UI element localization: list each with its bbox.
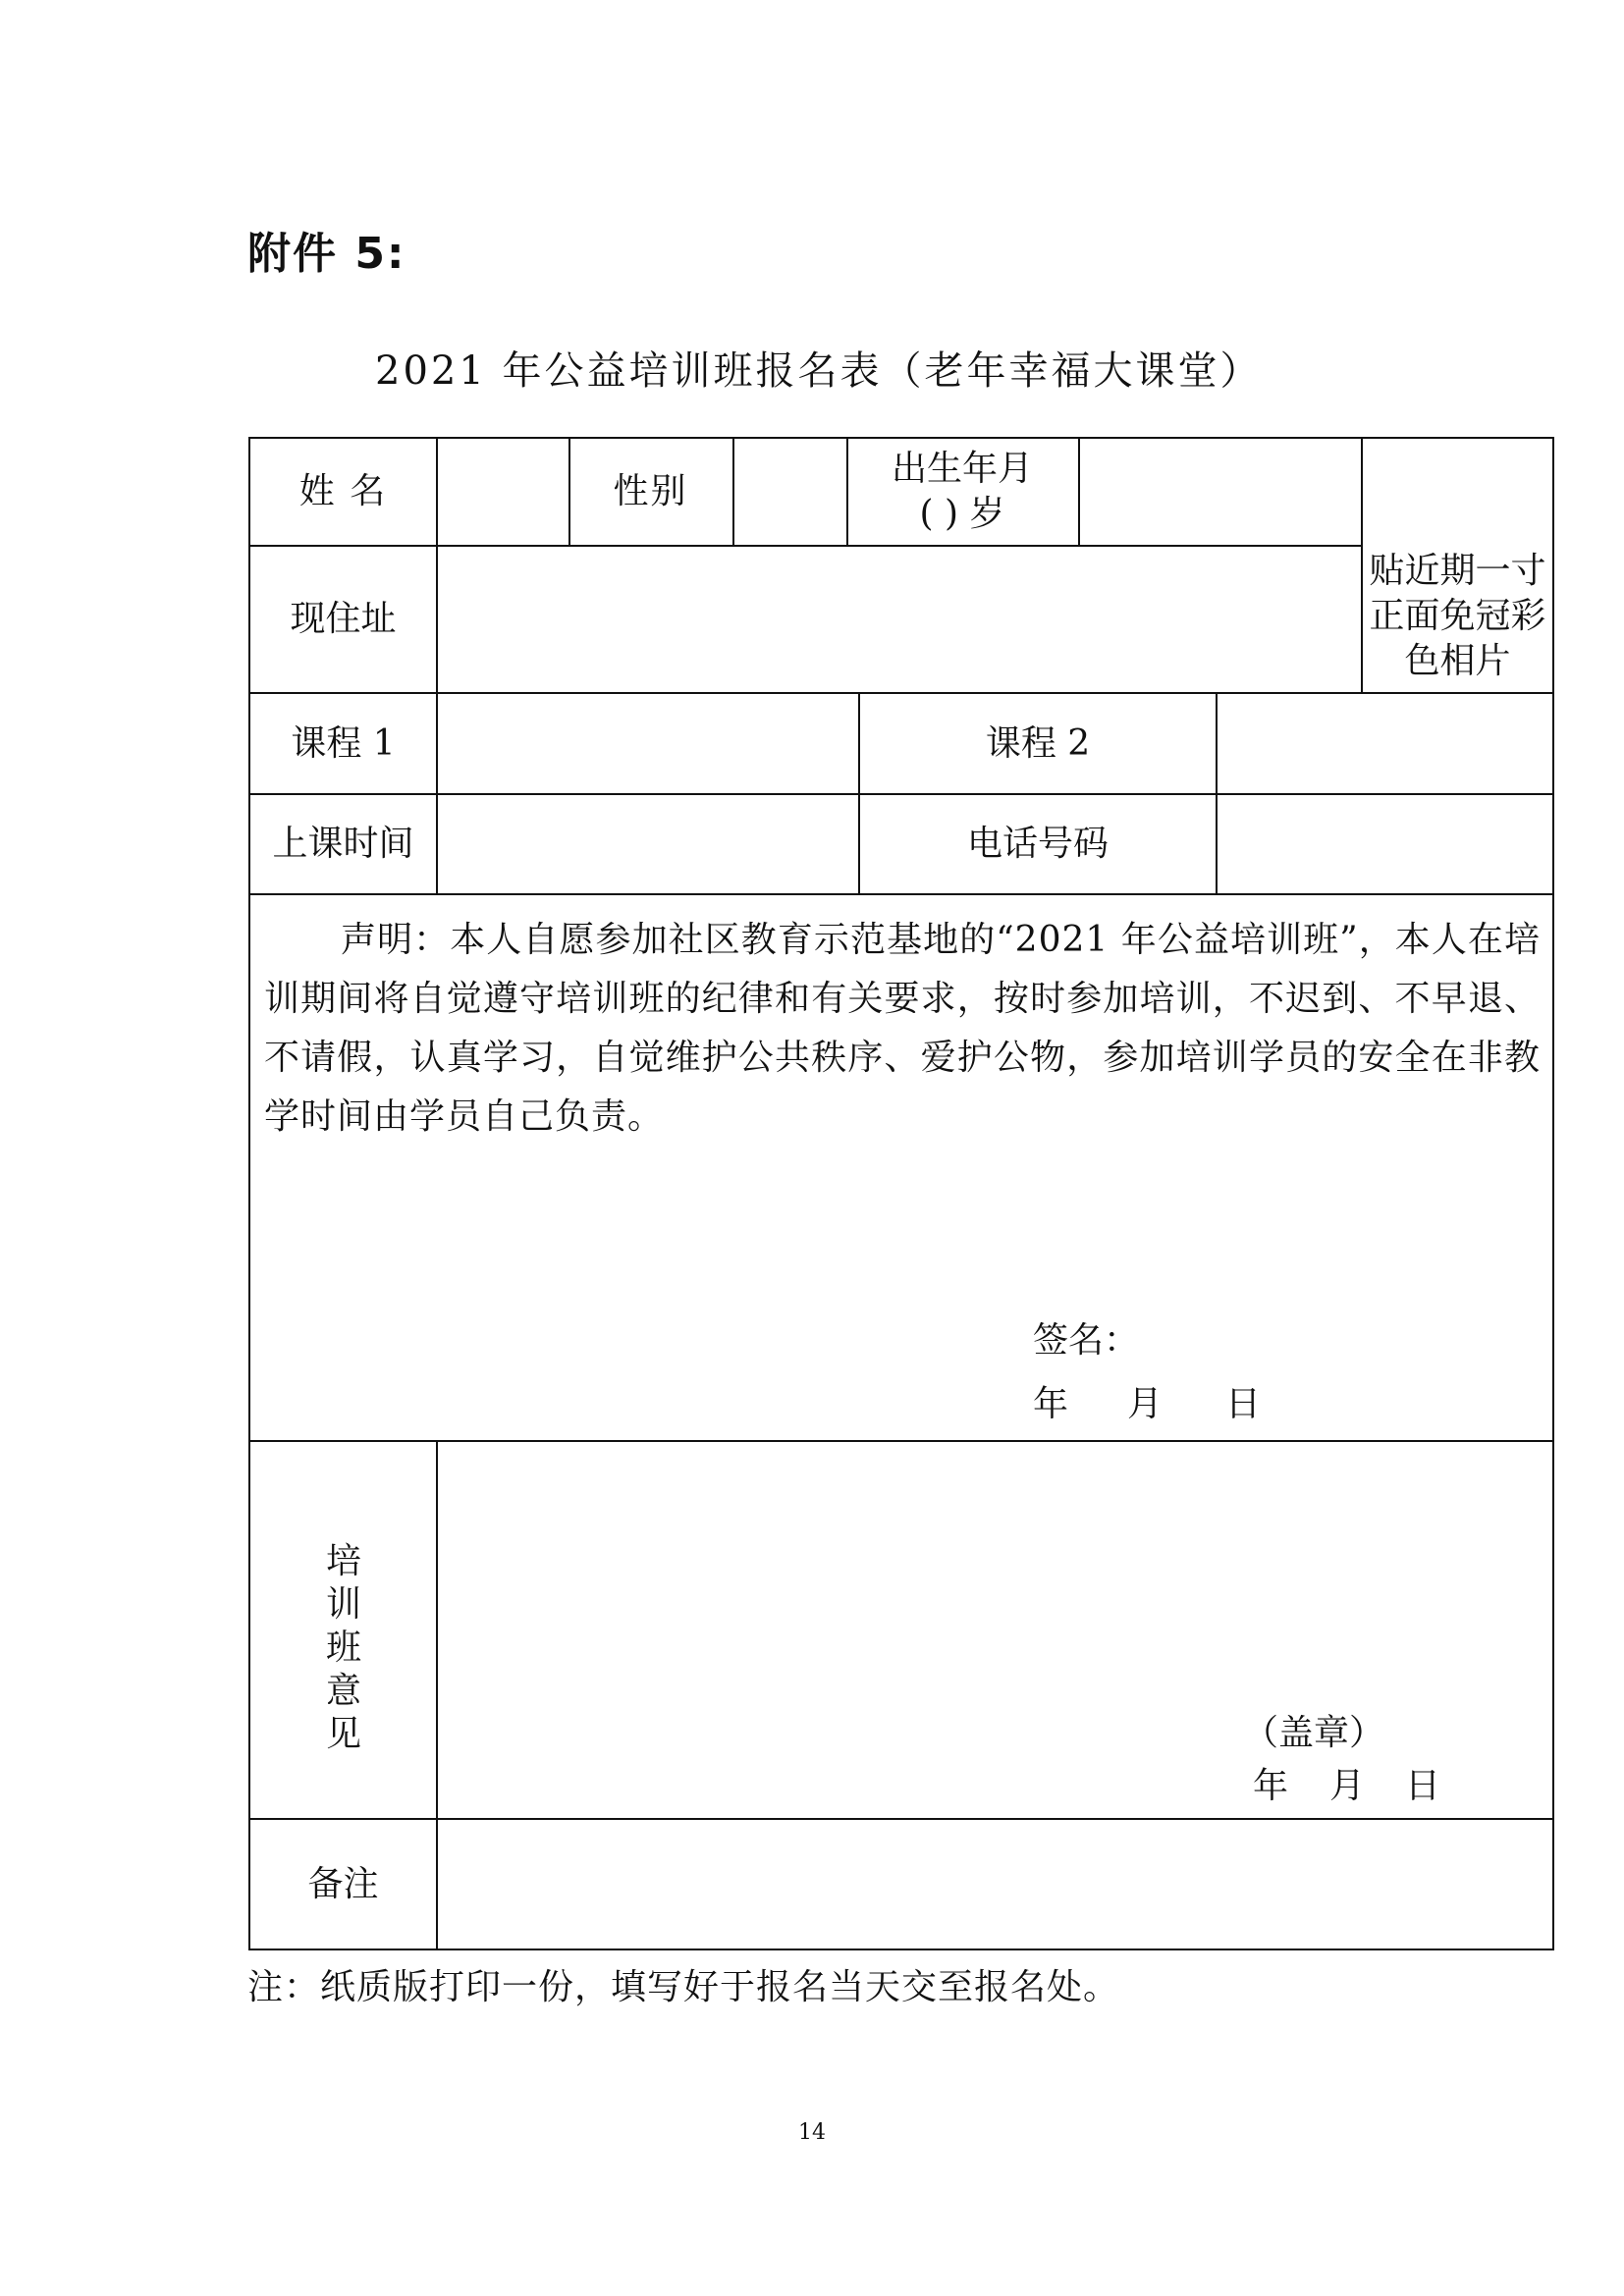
attachment-label: 附件 5: (247, 229, 406, 279)
address-label: 现住址 (290, 599, 397, 639)
seal-label: （盖章） (1243, 1713, 1385, 1753)
remarks-label: 备注 (307, 1863, 379, 1904)
opinion-label (250, 1442, 436, 1818)
declaration-date-day: 日 (1225, 1384, 1262, 1424)
footnote: 注：纸质版打印一份，填写好于报名当天交至报名处。 (247, 1967, 1120, 2007)
declaration-text (264, 911, 1541, 1147)
gender-field[interactable] (734, 439, 846, 545)
photo-line3: 色相片 (1404, 641, 1511, 681)
registration-form (248, 437, 1554, 1950)
name-field[interactable] (438, 439, 568, 545)
page-number: 14 (798, 2120, 826, 2145)
remarks-field[interactable] (438, 1820, 1552, 1949)
phone-label: 电话号码 (966, 824, 1109, 864)
opinion-char-1: 培 (325, 1541, 361, 1581)
photo-line2: 正面免冠彩 (1369, 596, 1546, 636)
opinion-char-2: 训 (325, 1584, 361, 1625)
birth-field[interactable] (1080, 439, 1361, 545)
birth-label (846, 439, 1078, 545)
birth-label-line1: 出生年月 (891, 449, 1033, 489)
opinion-char-4: 意 (325, 1671, 361, 1711)
class-time-field[interactable] (438, 795, 858, 893)
declaration-body: 声明：本人自愿参加社区教育示范基地的“2021 年公益培训班”，本人在培训期间将自觉遵守培训班的纪律和有关要求，按时参加培训，不迟到、不早退、不请假，认真学习，自觉维护公共秩序、爱护公物，参加培训学员的安全在非教学时间由学员自己负责。 (264, 920, 1541, 1137)
class-time-label: 上课时间 (272, 824, 414, 864)
form-title: 2021 年公益培训班报名表（老年幸福大课堂） (375, 348, 1263, 394)
phone-field[interactable] (1218, 795, 1552, 893)
opinion-date-day: 日 (1405, 1766, 1441, 1806)
opinion-char-3: 班 (325, 1628, 361, 1668)
declaration-date-month: 月 (1127, 1384, 1164, 1424)
gender-label: 性别 (613, 471, 688, 511)
photo-placeholder[interactable] (1363, 543, 1552, 690)
name-label: 姓 名 (298, 471, 388, 511)
opinion-date-year: 年 (1253, 1766, 1289, 1806)
declaration-date-year: 年 (1033, 1384, 1069, 1424)
birth-label-line2: ( ) 岁 (919, 494, 1005, 534)
course2-field[interactable] (1218, 694, 1552, 793)
opinion-field[interactable] (438, 1442, 1552, 1818)
opinion-char-5: 见 (325, 1714, 361, 1754)
photo-line1: 贴近期一寸 (1369, 551, 1546, 591)
address-field[interactable] (438, 547, 1361, 692)
course1-label: 课程 1 (291, 722, 396, 764)
course2-label: 课程 2 (985, 722, 1091, 764)
declaration-section (250, 895, 1552, 1440)
course1-field[interactable] (438, 694, 858, 793)
signature-label: 签名： (1033, 1320, 1140, 1361)
opinion-date-month: 月 (1329, 1766, 1366, 1806)
